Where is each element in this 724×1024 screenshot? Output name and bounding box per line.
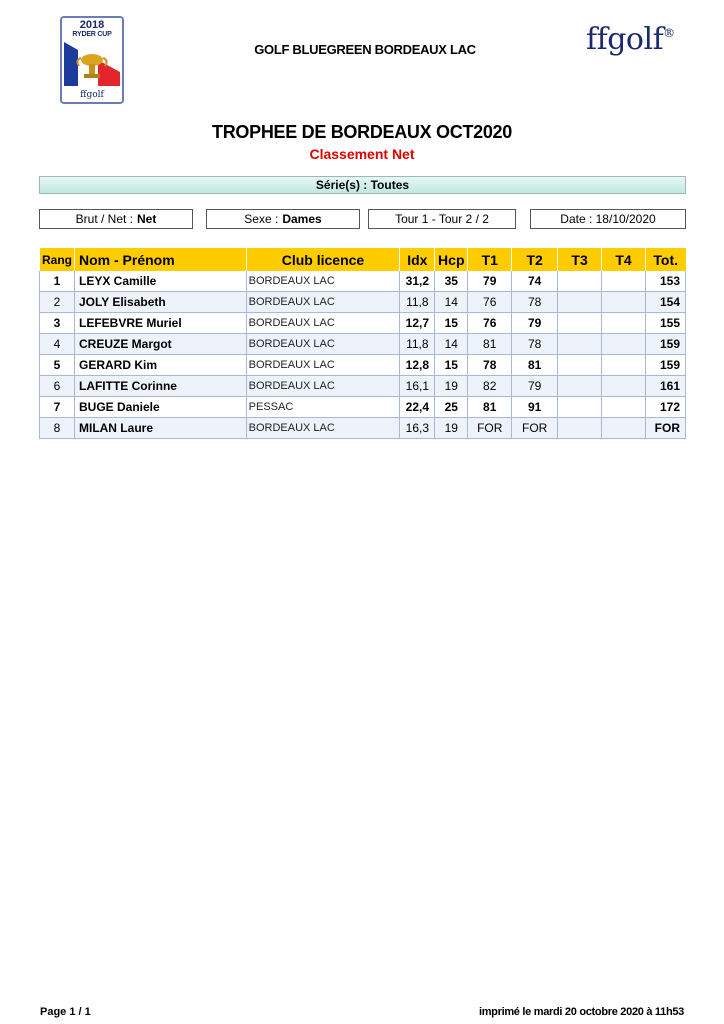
table-row [40, 271, 686, 292]
cell-tot: 153 [645, 271, 685, 292]
cell-rang: 8 [40, 418, 75, 439]
registered-icon: ® [663, 26, 675, 40]
cell-idx: 11,8 [400, 292, 435, 313]
table-row [40, 313, 686, 334]
cell-club: BORDEAUX LAC [246, 292, 400, 313]
cell-t4 [602, 292, 646, 313]
cell-t2: 91 [512, 397, 558, 418]
cell-hcp: 35 [435, 271, 468, 292]
cell-t3 [558, 397, 602, 418]
brut-net-value: Net [137, 212, 157, 226]
cell-rang: 4 [40, 334, 75, 355]
col-header-idx: Idx [400, 248, 435, 271]
cell-idx: 22,4 [400, 397, 435, 418]
page-title: TROPHEE DE BORDEAUX OCT2020 [212, 122, 512, 142]
cell-rang: 7 [40, 397, 75, 418]
cell-tot: 161 [645, 376, 685, 397]
table-row [40, 397, 686, 418]
col-header-t3: T3 [558, 248, 602, 271]
cell-t1: FOR [468, 418, 512, 439]
cell-club: BORDEAUX LAC [246, 313, 400, 334]
cell-tot: FOR [645, 418, 685, 439]
col-header-club: Club licence [246, 248, 400, 271]
cell-t2: 78 [512, 292, 558, 313]
cell-nom: CREUZE Margot [74, 334, 246, 355]
table-row [40, 292, 686, 313]
col-header-rang: Rang [40, 248, 75, 271]
cell-t4 [602, 313, 646, 334]
col-header-nom: Nom - Prénom [74, 248, 246, 271]
col-header-t4: T4 [602, 248, 646, 271]
cell-t2: 79 [512, 313, 558, 334]
brut-net-box [39, 209, 193, 229]
cell-idx: 11,8 [400, 334, 435, 355]
cell-t3 [558, 355, 602, 376]
cell-club: BORDEAUX LAC [246, 418, 400, 439]
cell-club: BORDEAUX LAC [246, 271, 400, 292]
cell-t1: 79 [468, 271, 512, 292]
col-header-tot: Tot. [645, 248, 685, 271]
trophy-flag-icon [64, 40, 120, 88]
cell-nom: MILAN Laure [74, 418, 246, 439]
ryder-cup-text: RYDER CUP [72, 31, 112, 38]
cell-idx: 16,1 [400, 376, 435, 397]
page-number: Page 1 / 1 [40, 1006, 91, 1018]
table-row [40, 418, 686, 439]
cell-t2: 78 [512, 334, 558, 355]
sexe-box [206, 209, 360, 229]
cell-t2: 81 [512, 355, 558, 376]
ffgolf-logo-text: ffgolf [586, 22, 664, 57]
cell-nom: LEFEBVRE Muriel [74, 313, 246, 334]
cell-tot: 172 [645, 397, 685, 418]
cell-hcp: 14 [435, 292, 468, 313]
cell-hcp: 15 [435, 355, 468, 376]
cell-t4 [602, 376, 646, 397]
col-header-hcp: Hcp [435, 248, 468, 271]
brut-net-label: Brut / Net : [75, 212, 133, 226]
cell-hcp: 19 [435, 418, 468, 439]
cell-t1: 81 [468, 334, 512, 355]
cell-t1: 76 [468, 313, 512, 334]
table-row [40, 355, 686, 376]
cell-hcp: 19 [435, 376, 468, 397]
ryder-cup-logo [60, 16, 124, 104]
cell-rang: 1 [40, 271, 75, 292]
cell-rang: 5 [40, 355, 75, 376]
cell-t1: 76 [468, 292, 512, 313]
cell-nom: BUGE Daniele [74, 397, 246, 418]
cell-idx: 16,3 [400, 418, 435, 439]
cell-t2: 74 [512, 271, 558, 292]
cell-t3 [558, 418, 602, 439]
cell-t4 [602, 418, 646, 439]
series-band: Série(s) : Toutes [39, 176, 686, 194]
cell-t1: 81 [468, 397, 512, 418]
cell-hcp: 25 [435, 397, 468, 418]
cell-t4 [602, 334, 646, 355]
cell-club: BORDEAUX LAC [246, 334, 400, 355]
results-table [39, 248, 686, 439]
club-name: GOLF BLUEGREEN BORDEAUX LAC [254, 42, 476, 57]
cell-club: BORDEAUX LAC [246, 355, 400, 376]
cell-t3 [558, 334, 602, 355]
cell-rang: 3 [40, 313, 75, 334]
cell-idx: 12,7 [400, 313, 435, 334]
cell-t3 [558, 292, 602, 313]
cell-t4 [602, 355, 646, 376]
tour-text: Tour 1 - Tour 2 / 2 [395, 212, 489, 226]
cell-hcp: 15 [435, 313, 468, 334]
cell-t3 [558, 271, 602, 292]
cell-t4 [602, 271, 646, 292]
cell-rang: 6 [40, 376, 75, 397]
tour-box [368, 209, 516, 229]
cell-rang: 2 [40, 292, 75, 313]
cell-tot: 159 [645, 334, 685, 355]
table-row [40, 376, 686, 397]
cell-t1: 78 [468, 355, 512, 376]
cell-t2: FOR [512, 418, 558, 439]
cell-idx: 31,2 [400, 271, 435, 292]
cell-t2: 79 [512, 376, 558, 397]
cell-t1: 82 [468, 376, 512, 397]
cell-club: PESSAC [246, 397, 400, 418]
cell-tot: 155 [645, 313, 685, 334]
cell-hcp: 14 [435, 334, 468, 355]
table-row [40, 334, 686, 355]
cell-t4 [602, 397, 646, 418]
sexe-label: Sexe : [244, 212, 279, 226]
cell-tot: 154 [645, 292, 685, 313]
cell-nom: LEYX Camille [74, 271, 246, 292]
ryder-year: 2018 [79, 19, 105, 31]
col-header-t2: T2 [512, 248, 558, 271]
ryder-brand: ffgolf [80, 90, 104, 100]
cell-tot: 159 [645, 355, 685, 376]
cell-t3 [558, 376, 602, 397]
date-text: Date : 18/10/2020 [560, 212, 656, 226]
cell-nom: LAFITTE Corinne [74, 376, 246, 397]
cell-nom: JOLY Elisabeth [74, 292, 246, 313]
cell-club: BORDEAUX LAC [246, 376, 400, 397]
print-timestamp: imprimé le mardi 20 octobre 2020 à 11h53 [478, 1006, 684, 1018]
page-subtitle: Classement Net [309, 146, 415, 162]
table-header-row [40, 248, 686, 271]
cell-t3 [558, 313, 602, 334]
sexe-value: Dames [282, 212, 322, 226]
cell-nom: GERARD Kim [74, 355, 246, 376]
col-header-t1: T1 [468, 248, 512, 271]
cell-idx: 12,8 [400, 355, 435, 376]
date-box [530, 209, 686, 229]
ffgolf-logo [586, 22, 675, 57]
